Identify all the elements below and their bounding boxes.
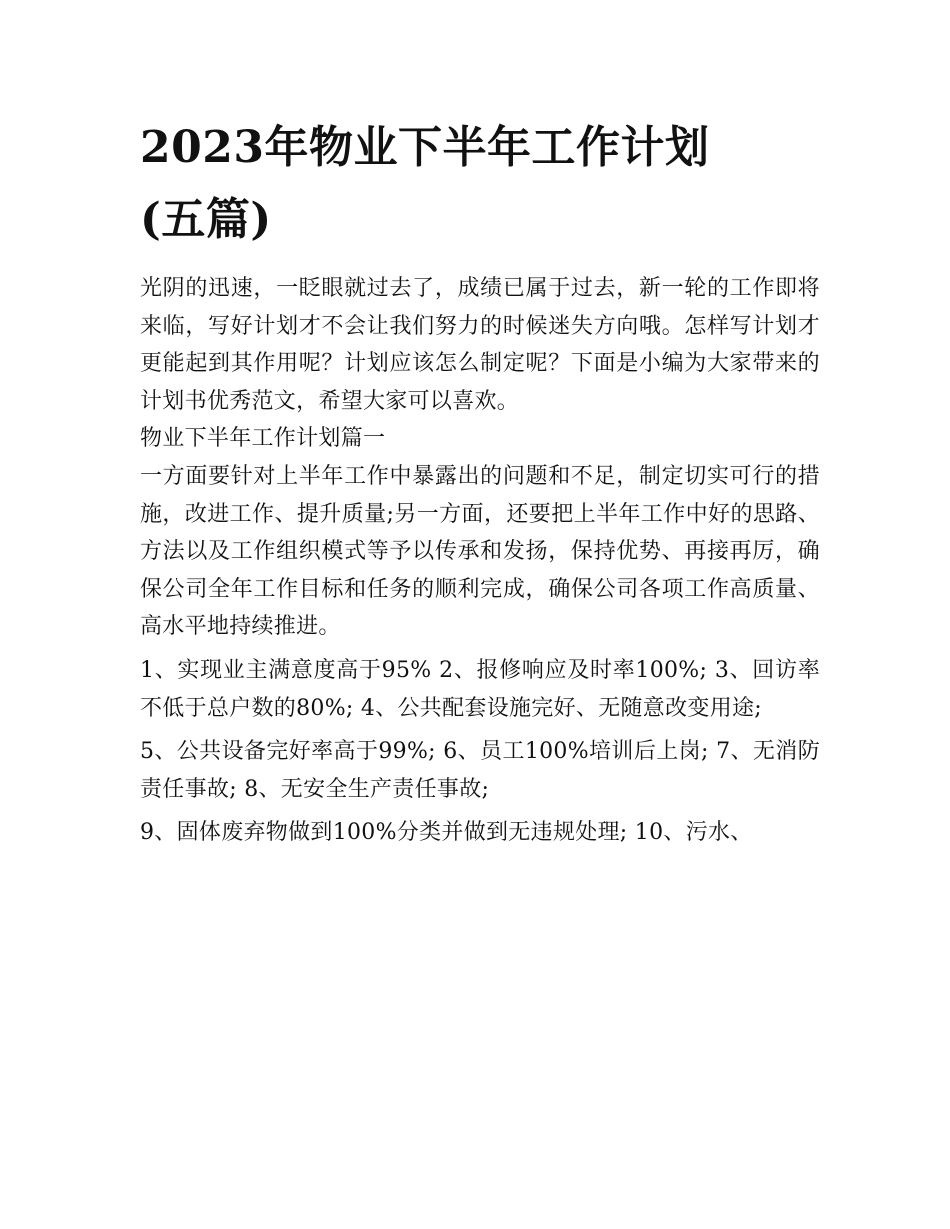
intro-paragraph: 光阴的迅速，一眨眼就过去了，成绩已属于过去，新一轮的工作即将来临，写好计划才不会让我们努力的时候迷失方向哦。怎样写计划才更能起到其作用呢？计划应该怎么制定呢？下面是小编为大家带来的计划书优秀范文，希望大家可以喜欢。	[140, 276, 820, 414]
section-heading: 物业下半年工作计划篇一	[140, 426, 386, 452]
body-paragraph: 一方面要针对上半年工作中暴露出的问题和不足，制定切实可行的措施，改进工作、提升质量;另一方面，还要把上半年工作中好的思路、方法以及工作组织模式等予以传承和发扬，保持优势、再接再厉，确保公司全年工作目标和任务的顺利完成，确保公司各项工作高质量、高水平地持续推进。	[140, 463, 820, 640]
document-title	[140, 112, 820, 256]
list-item-3: 9、固体废弃物做到100%分类并做到无违规处理; 10、污水、	[140, 820, 753, 846]
document-body	[140, 270, 820, 852]
list-item-1: 1、实现业主满意度高于95% 2、报修响应及时率100%; 3、回访率不低于总户数的80%; 4、公共配套设施完好、无随意改变用途;	[140, 657, 820, 721]
document-page	[140, 112, 820, 852]
list-item-2: 5、公共设备完好率高于99%; 6、员工100%培训后上岗; 7、无消防责任事故; 8、无安全生产责任事故;	[140, 739, 820, 802]
title-line-2: (五篇)	[140, 194, 272, 245]
title-line-1: 2023年物业下半年工作计划	[140, 122, 710, 173]
